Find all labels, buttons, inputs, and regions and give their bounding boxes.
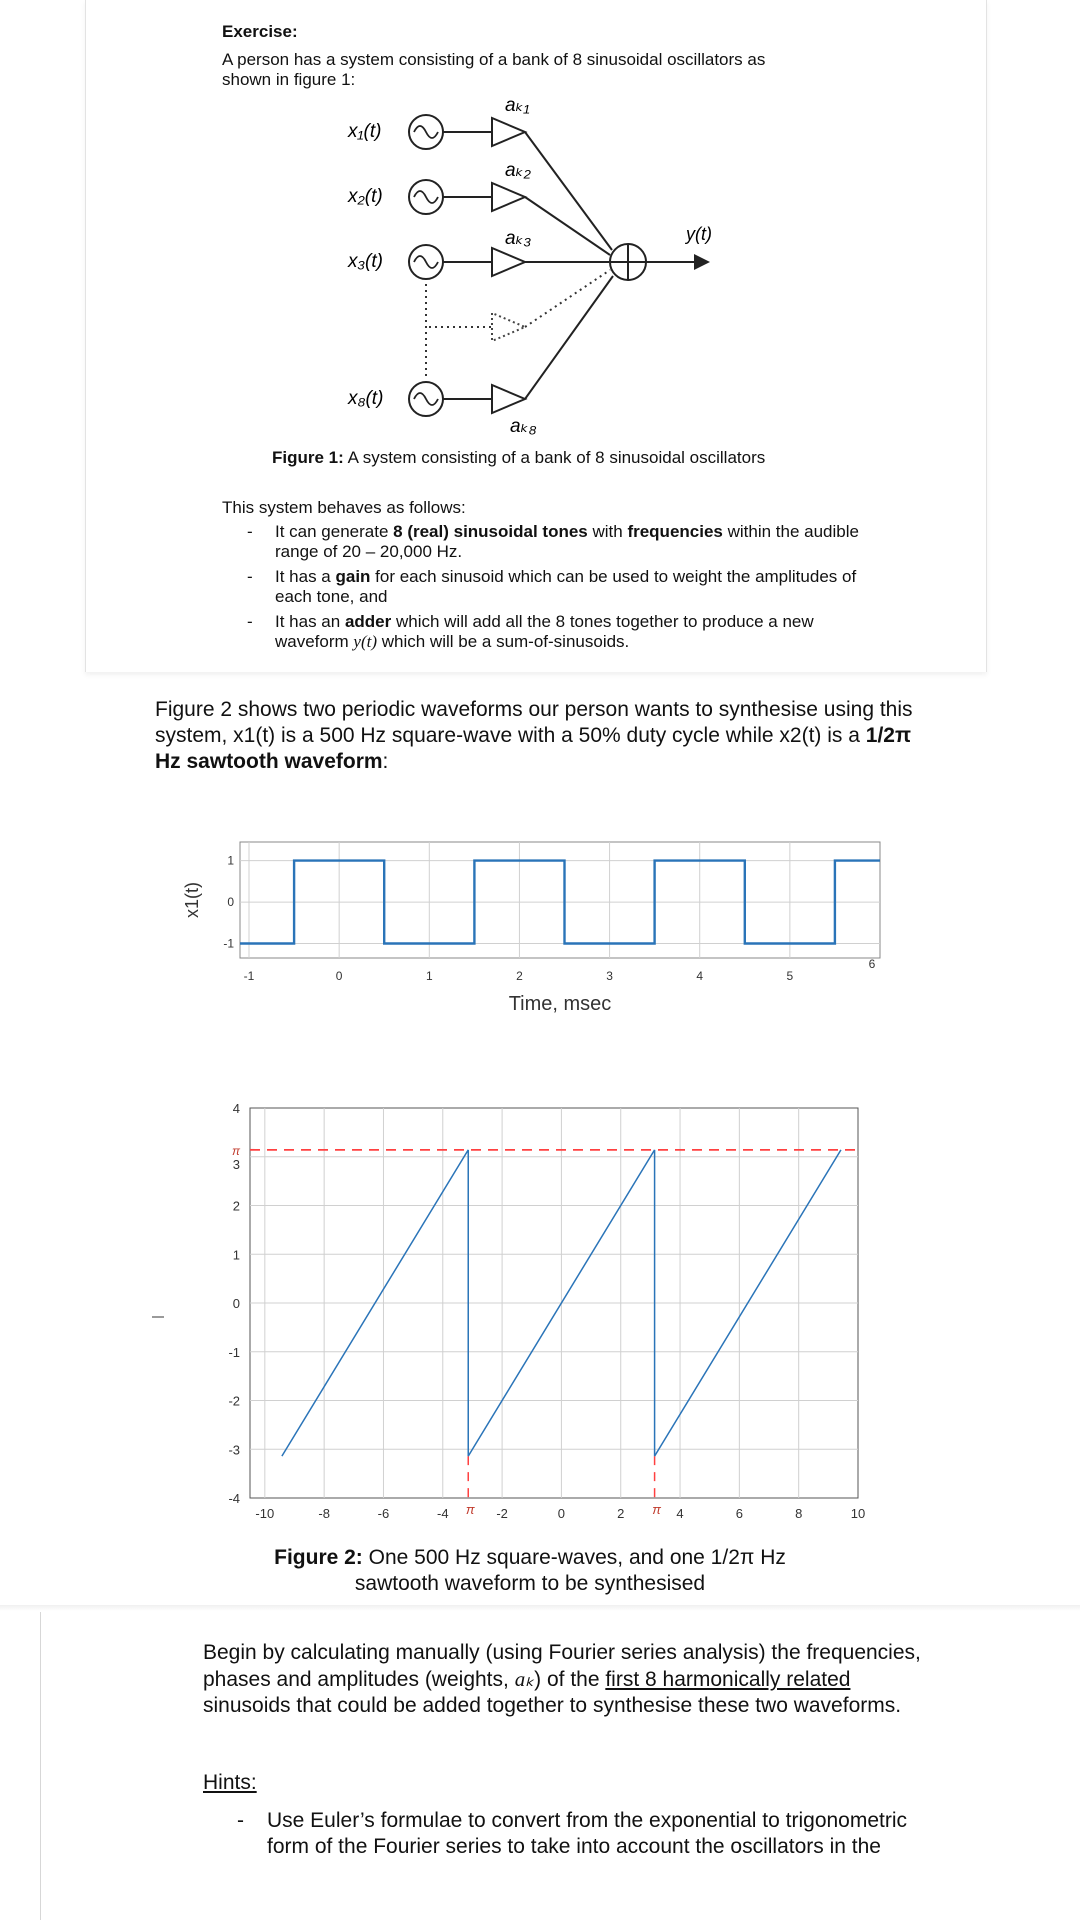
x-tick-label: 4 — [696, 969, 704, 983]
x-axis-label: Time, msec — [508, 993, 612, 1015]
gain-amp-8 — [492, 385, 525, 413]
y-tick-label: -4 — [228, 1491, 240, 1506]
x-tick-label: -10 — [255, 1506, 275, 1521]
oscillator-8 — [409, 382, 443, 416]
hint-bullet: - — [237, 1809, 244, 1832]
y-tick-label: 1 — [232, 1247, 240, 1263]
input-label-x1: x₁(t) — [348, 121, 382, 142]
y-tick-three: 3 — [232, 1156, 240, 1172]
y-tick-label: 2 — [232, 1198, 240, 1214]
y-tick-label: -1 — [223, 936, 234, 951]
x-tick-label: -1 — [243, 969, 255, 983]
sawtooth-chart — [210, 1098, 900, 1528]
x-tick-pi: π — [652, 1502, 661, 1517]
y-axis-label: x1(t) — [182, 882, 202, 918]
gain-label-ak1: aₖ₁ — [505, 95, 530, 116]
oscillator-1 — [409, 115, 443, 149]
gain-label-ak2: aₖ₂ — [505, 160, 531, 181]
left-margin-rule — [40, 1612, 41, 1920]
section-divider — [0, 1605, 1080, 1611]
gain-amp-dotted — [492, 313, 525, 341]
gain-label-ak8: aₖ₈ — [510, 416, 537, 437]
y-tick-label: -1 — [228, 1344, 240, 1360]
oscillator-3 — [409, 245, 443, 279]
list-item: - It has a gain for each sinusoid which can be used to weight the amplitudes of each tone, and — [245, 567, 865, 607]
x-tick-label: 6 — [868, 957, 876, 971]
exercise-intro-line1: A person has a system consisting of a bank of 8 sinusoidal oscillators as — [222, 50, 766, 69]
list-item: - It has an adder which will add all the 8 tones together to produce a new waveform y(t) which will be a sum-of-sinusoids. — [245, 612, 865, 652]
harmonics-link: first 8 harmonically related — [605, 1668, 851, 1691]
y-tick-pi: π — [231, 1143, 240, 1158]
x-tick-label: 5 — [786, 969, 794, 983]
y-tick-label: -2 — [228, 1393, 240, 1409]
adder-sum-node — [610, 244, 646, 280]
x-tick-label: 4 — [676, 1506, 684, 1521]
input-label-x3: x₃(t) — [348, 251, 383, 272]
y-tick-label: 0 — [227, 895, 234, 910]
gain-amp-2 — [492, 183, 525, 211]
figure1-caption: Figure 1: A system consisting of a bank of 8 sinusoidal oscillators — [272, 448, 766, 467]
x-tick-label: 2 — [617, 1506, 625, 1521]
gain-amp-1 — [492, 118, 525, 146]
square-wave-chart — [170, 830, 890, 1040]
x-tick-label: 6 — [735, 1506, 743, 1521]
list-item: - It can generate 8 (real) sinusoidal tones with frequencies within the audible range of 20 – 20,000 Hz. — [245, 522, 865, 562]
y-tick-label: 0 — [232, 1296, 240, 1311]
x-tick-label: -6 — [377, 1506, 390, 1521]
x-tick-label: -8 — [318, 1506, 330, 1521]
x-tick-pi: π — [465, 1502, 475, 1517]
output-label-y: y(t) — [686, 224, 712, 244]
figure2-caption: Figure 2: One 500 Hz square-waves, and one 1/2π Hz sawtooth waveform to be synthesised — [274, 1546, 786, 1595]
x-tick-label: 3 — [606, 969, 613, 983]
gain-label-ak3: aₖ₃ — [505, 228, 532, 249]
oscillator-bank-diagram — [330, 92, 750, 442]
x-tick-label: -2 — [496, 1506, 508, 1521]
figure2-intro: Figure 2 shows two periodic waveforms our person wants to synthesise using this system, x1(t) is a 500 Hz square-wave with a 50% duty cycle while x2(t) is a 1/2π Hz sawtooth waveform: — [155, 698, 913, 773]
x-tick-label: 0 — [335, 969, 343, 983]
exercise-intro-line2: shown in figure 1: — [222, 70, 356, 89]
hint-item: Use Euler’s formulae to convert from the exponential to trigonometric form of the Fourier series to take into account the oscillators in the — [267, 1809, 908, 1858]
exercise-heading: Exercise: — [222, 22, 298, 41]
hints-title: Hints: — [203, 1771, 257, 1794]
behaviour-list — [245, 522, 865, 657]
x-tick-label: 0 — [557, 1506, 566, 1521]
y-tick-label: 4 — [232, 1101, 240, 1116]
input-label-x8: x₈(t) — [348, 388, 384, 409]
x-tick-label: -4 — [436, 1506, 449, 1521]
x-tick-label: 10 — [850, 1506, 866, 1521]
y-tick-label: -3 — [228, 1442, 240, 1458]
y-tick-label: 1 — [227, 853, 234, 868]
x-tick-label: 2 — [516, 969, 523, 983]
oscillator-2 — [409, 180, 443, 214]
task-paragraph: Begin by calculating manually (using Fourier series analysis) the frequencies, phases and amplitudes (weights, aₖ) of the first 8 harmonically related sinusoids that could be added together to synthesise these two waveforms. — [203, 1641, 921, 1717]
x-tick-label: 8 — [795, 1506, 803, 1521]
behaviour-intro: This system behaves as follows: — [222, 498, 466, 517]
gain-amp-3 — [492, 248, 525, 276]
x-tick-label: 1 — [425, 969, 433, 983]
input-label-x2: x₂(t) — [348, 186, 383, 207]
margin-dash — [152, 1316, 164, 1318]
